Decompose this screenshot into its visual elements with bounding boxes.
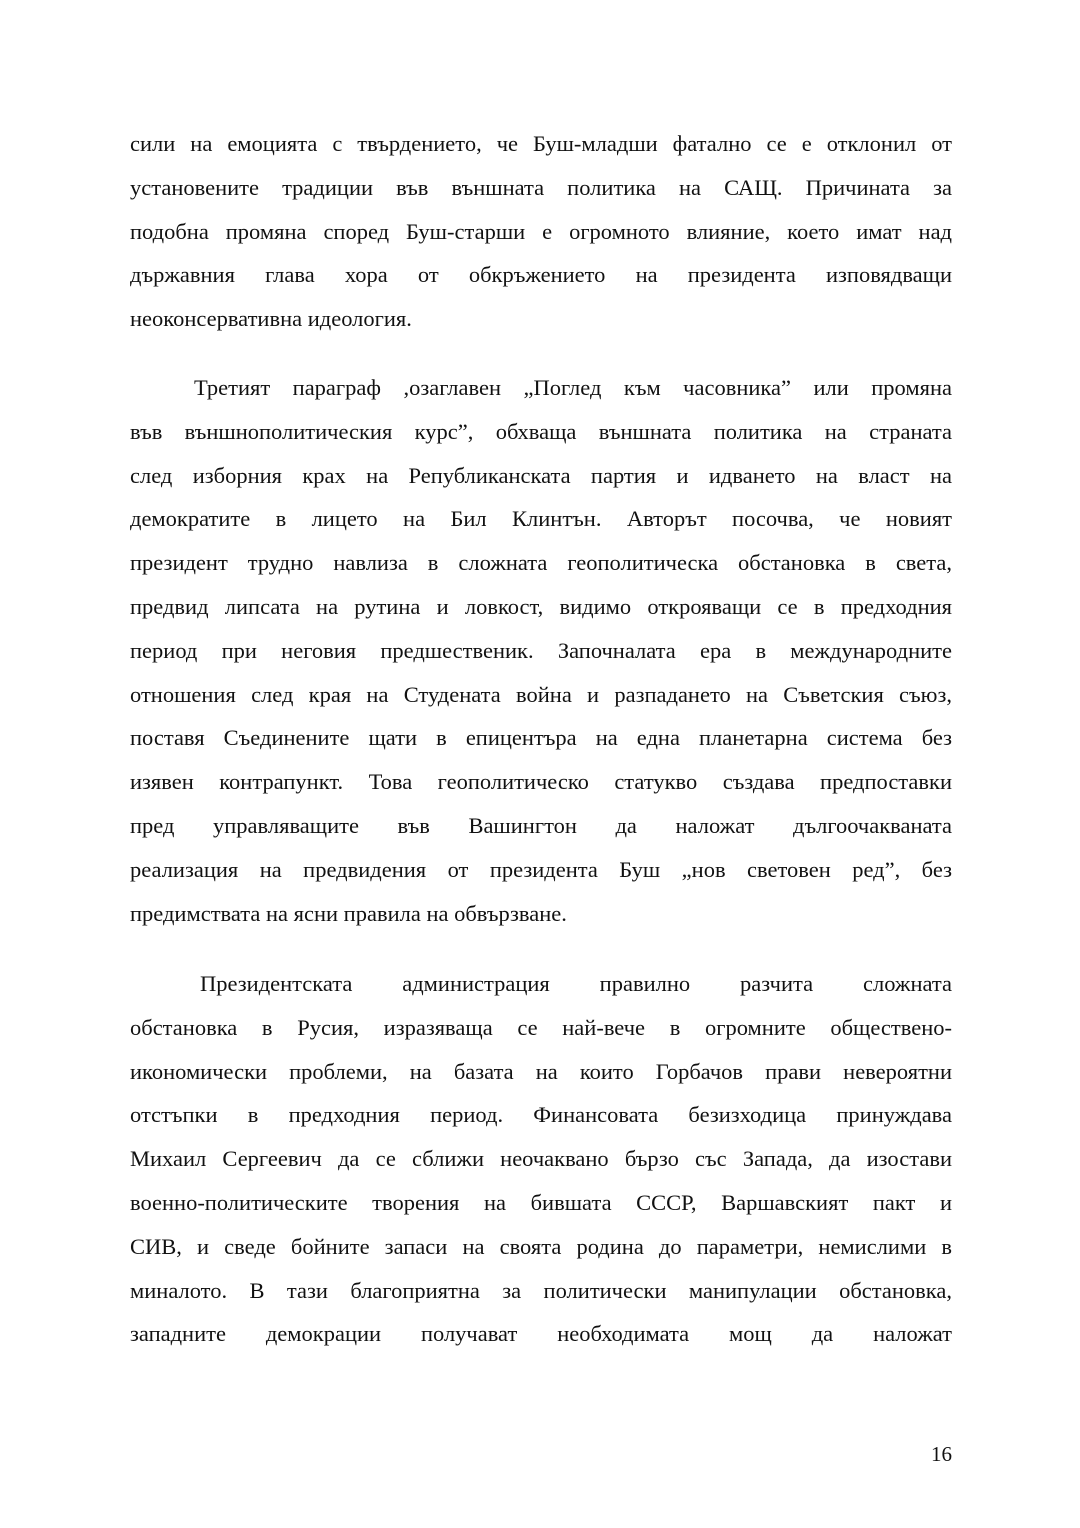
text-line: изявен контрапункт. Това геополитическо статукво създава предпоставки bbox=[130, 769, 952, 795]
text-line: предвид липсата на рутина и ловкост, видимо открояващи се в предходния bbox=[130, 593, 952, 619]
text-line: сили на емоцията с твърдението, че Буш-младши фатално се е отклонил от bbox=[130, 131, 952, 156]
text-line: отстъпки в предходния период. Финансовата безизходица принуждава bbox=[130, 1102, 952, 1128]
text-line: военно-политическите творения на бившата СССР, Варшавският пакт и bbox=[130, 1189, 952, 1215]
text-line: Третият параграф ,озаглавен „Поглед към часовника” или промяна bbox=[194, 375, 952, 400]
text-line: поставя Съединените щати в епицентъра на една планетарна система без bbox=[130, 725, 952, 751]
paragraph-1 bbox=[130, 122, 952, 341]
paragraph-2 bbox=[130, 366, 952, 935]
page-number: 16 bbox=[931, 1442, 952, 1466]
text-line: демократите в лицето на Бил Клинтън. Авторът посочва, че новият bbox=[130, 506, 952, 532]
text-line: отношения след края на Студената война и разпадането на Съветския съюз, bbox=[130, 681, 952, 707]
text-line: реализация на предвидения от президента Буш „нов световен ред”, без bbox=[130, 856, 952, 882]
text-line: президент трудно навлиза в сложната геополитическа обстановка в света, bbox=[130, 550, 952, 576]
text-line: подобна промяна според Буш-старши е огромното влияние, което имат над bbox=[130, 218, 952, 244]
paragraph-3 bbox=[130, 962, 952, 1356]
text-line: във външнополитическия курс”, обхваща външната политика на страната bbox=[130, 418, 952, 444]
text-line: икономически проблеми, на базата на които Горбачов прави невероятни bbox=[130, 1058, 952, 1084]
text-line: държавния глава хора от обкръжението на президента изповядващи bbox=[130, 262, 952, 288]
text-line: Михаил Сергеевич да се сближи неочаквано бързо със Запада, да изостави bbox=[130, 1146, 952, 1172]
text-line: неоконсервативна идеология. bbox=[130, 306, 412, 332]
text-line: обстановка в Русия, изразяваща се най-вече в огромните обществено- bbox=[130, 1014, 952, 1040]
text-line: миналото. В тази благоприятна за политически манипулации обстановка, bbox=[130, 1277, 952, 1303]
text-line: след изборния крах на Републиканската партия и идването на власт на bbox=[130, 462, 952, 488]
text-line: установените традиции във външната политика на САЩ. Причината за bbox=[130, 174, 952, 200]
text-line: предимствата на ясни правила на обвързване. bbox=[130, 900, 567, 926]
text-line: Президентската администрация правилно разчита сложната bbox=[200, 971, 952, 996]
text-line: СИВ, и сведе бойните запаси на своята родина до параметри, немислими в bbox=[130, 1233, 952, 1259]
text-line: западните демокрации получават необходимата мощ да наложат bbox=[130, 1321, 952, 1347]
text-line: период при неговия предшественик. Започналата ера в международните bbox=[130, 637, 952, 663]
text-line: пред управляващите във Вашингтон да наложат дългоочакваната bbox=[130, 812, 952, 838]
